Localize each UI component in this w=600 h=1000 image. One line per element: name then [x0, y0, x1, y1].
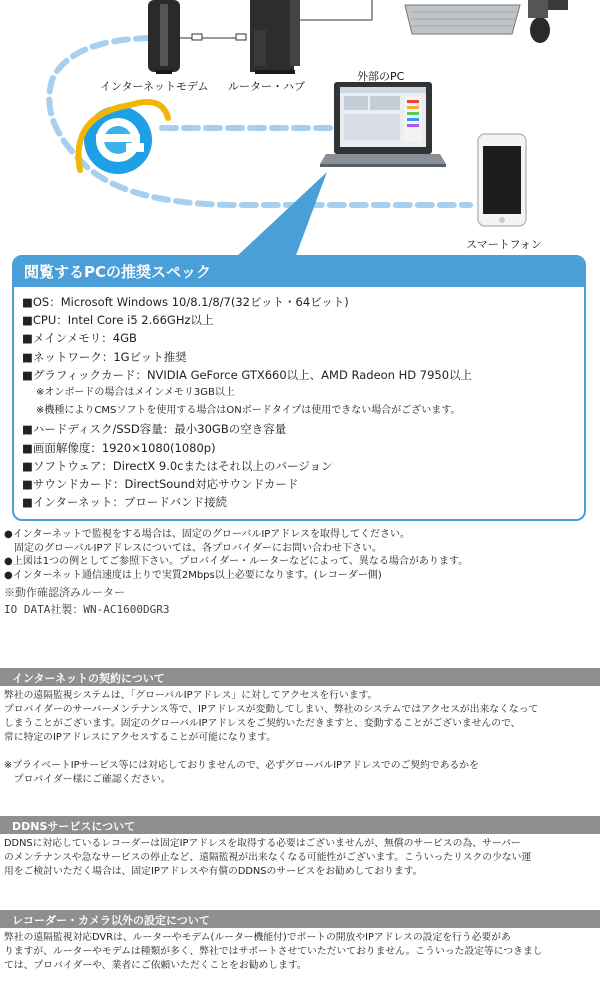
section-body-ddns: [4, 837, 598, 879]
section-body-internet-contract: [4, 689, 598, 787]
section-title: DDNSサービスについて: [12, 820, 136, 833]
spec-item-storage: ■ハードディスク/SSD容量：最小30GBの空き容量: [22, 422, 287, 437]
spec-item-os: ■OS：Microsoft Windows 10/8.1/8/7(32ビット・64ビット): [22, 295, 349, 309]
section-line: のメンテナンスや急なサービスの停止など、遠隔監視が出来なくなる可能性がございます。こういったリスクの少ない運: [4, 852, 532, 863]
modem-icon: [148, 0, 180, 74]
section-title: レコーダー・カメラ以外の設定について: [12, 914, 210, 927]
router-label: ルーター・ハブ: [228, 80, 305, 93]
section-header-ddns: [0, 816, 600, 834]
spec-item-network: ■ネットワーク：1Gビット推奨: [22, 349, 187, 364]
callout-pointer: [235, 172, 327, 255]
section-body-other-settings: [4, 931, 598, 973]
spec-item-internet: ■インターネット：ブロードバンド接続: [22, 495, 228, 510]
spec-item-resolution: ■画面解像度：1920×1080(1080p): [22, 440, 216, 455]
section-line: [4, 745, 598, 759]
router-model: IO DATA社製：WN-AC1600DGR3: [4, 602, 170, 616]
section-line: りますが、ルーターやモデムは種類が多く、弊社ではサポートさせていただいておりません。こういった設定等につきまし: [4, 946, 543, 957]
section-line: プロバイダーのサーバーメンテナンス等で、IPアドレスが変動してしまい、弊社のシステムではアクセスが出来なくなって: [4, 704, 539, 715]
network-diagram: [0, 0, 600, 255]
section-line: 弊社の遠隔監視システムは、「グローバルIPアドレス」に対してアクセスを行います。: [4, 690, 378, 701]
spec-list: [22, 293, 472, 511]
smartphone-label: スマートフォン: [466, 238, 542, 251]
section-line: 弊社の遠隔監視対応DVRは、ルーターやモデム(ルーター機能付)でポートの開放やIPアドレスの設定を行う必要があ: [4, 932, 511, 943]
desktop-pc-icon: [405, 0, 568, 43]
modem-label: インターネットモデム: [100, 80, 209, 93]
spec-item-memory: ■メインメモリ：4GB: [22, 331, 137, 346]
section-header-other-settings: [0, 910, 600, 928]
section-title: インターネットの契約について: [12, 672, 165, 685]
recommended-spec-box: [12, 255, 586, 521]
spec-note-cms: ※機種によりCMSソフトを使用する場合はONボードタイプは使用できない場合がございます。: [36, 405, 461, 417]
spec-note-onboard: ※オンボードの場合はメインメモリ3GB以上: [36, 387, 235, 399]
notes-block: [4, 528, 468, 616]
note-line: ●インターネット通信速度は上りで実質2Mbps以上必要になります。(レコーダー側): [4, 569, 382, 581]
spec-item-graphics: ■グラフィックカード：NVIDIA GeForce GTX660以上、AMD Radeon HD 7950以上: [22, 367, 473, 382]
laptop-icon: [320, 82, 446, 167]
spec-item-software: ■ソフトウェア：DirectX 9.0cまたはそれ以上のバージョン: [22, 458, 333, 473]
section-line: プロバイダー様にご確認ください。: [4, 774, 171, 785]
spec-item-sound: ■サウンドカード：DirectSound対応サウンドカード: [22, 477, 299, 492]
spec-title: 閲覧するPCの推奨スペック: [24, 263, 212, 281]
internet-explorer-icon: [79, 102, 168, 174]
section-line: しまうことがございます。固定のグローバルIPアドレスをご契約いただきますと、変動することがございませんので、: [4, 718, 521, 729]
section-line: 用をご検討いただく場合は、固定IPアドレスや有償のDDNSのサービスをお勧めしております。: [4, 866, 423, 877]
external-pc-label: 外部のPC: [357, 70, 405, 83]
spec-header: [14, 257, 584, 287]
section-line: ては、プロバイダーや、業者にご依頼いただくことをお勧めします。: [4, 960, 307, 971]
note-line: 固定のグローバルIPアドレスについては、各プロバイダーにお問い合わせ下さい。: [4, 542, 382, 554]
router-icon: [250, 0, 300, 74]
note-line: ●上図は1つの例としてご参照下さい。プロバイダー・ルーターなどによって、異なる場合があります。: [4, 556, 469, 567]
section-header-internet-contract: [0, 668, 600, 686]
network-diagram-graphic: [0, 0, 600, 255]
section-line: ※プライベートIPサービス等には対応しておりませんので、必ずグローバルIPアドレスでのご契約であるかを: [4, 760, 479, 771]
router-note: ※動作確認済みルーター: [4, 586, 125, 599]
note-line: ●インターネットで監視をする場合は、固定のグローバルIPアドレスを取得してください。: [4, 529, 411, 540]
smartphone-icon: [478, 134, 526, 226]
section-line: 常に特定のIPアドレスにアクセスすることが可能になります。: [4, 732, 276, 743]
spec-item-cpu: ■CPU：Intel Core i5 2.66GHz以上: [22, 313, 214, 328]
section-line: DDNSに対応しているレコーダーは固定IPアドレスを取得する必要はございませんが、無償のサービスの為、サーバー: [4, 838, 521, 849]
